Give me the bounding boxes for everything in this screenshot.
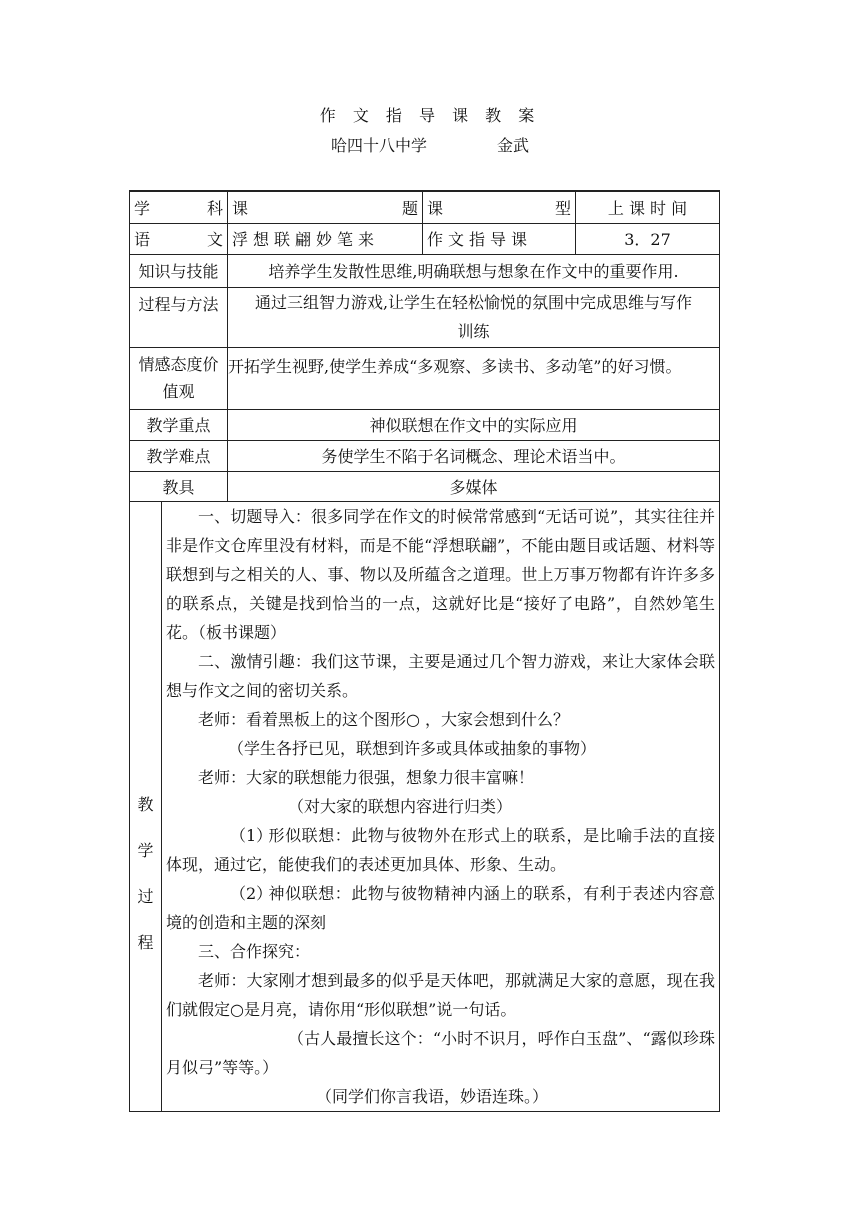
item-number: （1） [230,825,273,845]
emotion-label-line-1: 情感态度价 [138,355,219,374]
topic-header: 课 题 [228,191,423,223]
knowledge-label: 知识与技能 [130,254,228,287]
spirit-association-text: 神似联想：此物与彼物精神内涵上的联系，有利于表述内容意境的创造和主题的深刻 [166,883,715,932]
method-line-2: 训练 [457,322,490,341]
emotion-label [130,347,228,409]
process-body [162,501,720,1111]
teacher-question: 老师：看着黑板上的这个图形○ ，大家会想到什么？ [198,709,570,729]
process-label-char: 教 [137,795,154,814]
topic-value: 浮想联翩妙笔来 [228,223,423,254]
spirit-association-item [166,879,715,937]
document-title: 作 文 指 导 课 教 案 [319,106,541,125]
time-value: 3．27 [576,223,720,254]
difficulty-label: 教学难点 [130,440,228,471]
emotion-value: 开拓学生视野,使学生养成“多观察、多读书、多动笔”的好习惯。 [228,347,720,409]
aids-label: 教具 [130,471,228,501]
intro-paragraph: 一、切题导入：很多同学在作文的时候常常感到“无话可说”，其实往往并非是作文仓库里没有材料，而是不能“浮想联翩”，不能由题目或话题、材料等联想到与之相关的人、事、物以及所蕴含之道理。世上万事万物都有许许多多的联系点，关键是找到恰当的一点，这就好比是“接好了电路”，自然妙笔生花。（板书课题） [166,506,715,642]
document-subtitle [0,133,860,156]
subject-value: 语 文 [130,223,228,254]
subject-header: 学 科 [130,191,228,223]
process-label-char: 程 [137,933,154,952]
interest-paragraph: 二、激情引趣：我们这节课，主要是通过几个智力游戏，来让大家体会联想与作文之间的密切关系。 [166,651,715,700]
time-header: 上 课 时 间 [576,191,720,223]
author-name: 金武 [497,136,530,155]
method-value [228,287,720,347]
student-response-note: （学生各抒已见，联想到许多或具体或抽象的事物） [228,738,597,758]
form-association-text: 形似联想：此物与彼物外在形式上的联系，是比喻手法的直接体现，通过它，能使我们的表述更加具体、形象、生动。 [166,825,715,874]
classification-note: （对大家的联想内容进行归类） [288,796,513,816]
cooperation-heading: 三、合作探究： [198,941,311,961]
item-number: （2） [230,883,273,903]
type-value: 作文指导课 [423,223,576,254]
teacher-praise: 老师：大家的联想能力很强，想象力很丰富嘛！ [198,767,535,787]
process-label-char: 过 [137,887,154,906]
method-line-1: 通过三组智力游戏,让学生在轻松愉悦的氛围中完成思维与写作 [254,293,693,312]
difficulty-value: 务使学生不陷于名词概念、理论术语当中。 [228,440,720,471]
process-label [130,501,162,1111]
knowledge-value: 培养学生发散性思维,明确联想与想象在作文中的重要作用. [228,254,720,287]
process-label-char: 学 [137,841,154,860]
school-name: 哈四十八中学 [330,136,427,155]
emotion-label-line-2: 值观 [162,382,195,401]
form-association-item [166,821,715,879]
lesson-plan-table [129,190,720,1112]
students-reply-note: （同学们你言我语，妙语连珠。） [316,1086,549,1106]
teacher-moon-prompt: 老师：大家刚才想到最多的似乎是天体吧，那就满足大家的意愿，现在我们就假定○是月亮，请你用“形似联想”说一句话。 [166,970,715,1019]
method-label: 过程与方法 [130,287,228,347]
ancient-examples-note: （古人最擅长这个：“小时不识月，呼作白玉盘”、“露似珍珠月似弓”等等。） [166,1028,715,1077]
key-point-value: 神似联想在作文中的实际应用 [228,409,720,440]
key-point-label: 教学重点 [130,409,228,440]
type-header: 课 型 [423,191,576,223]
aids-value: 多媒体 [228,471,720,501]
